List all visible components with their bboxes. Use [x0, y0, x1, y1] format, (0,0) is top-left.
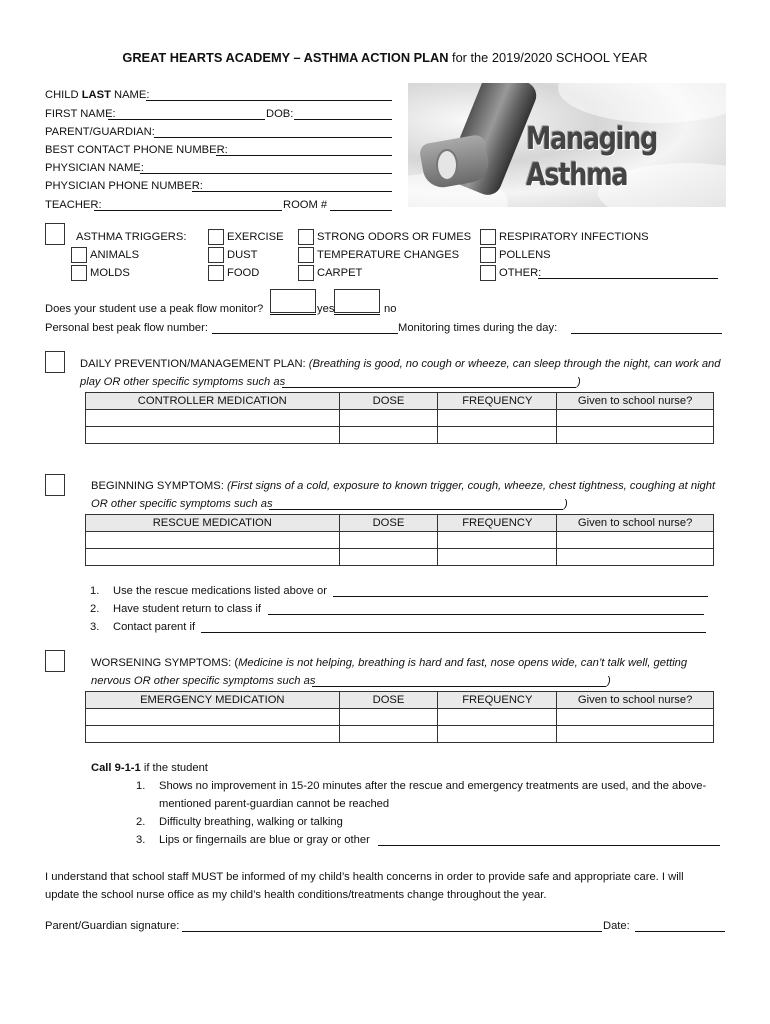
dust-checkbox[interactable]: [208, 247, 224, 263]
carpet-checkbox[interactable]: [298, 265, 314, 281]
form-title-rest: for the 2019/2020 SCHOOL YEAR: [448, 50, 648, 65]
physician-name-field[interactable]: [140, 173, 392, 174]
table-row: [86, 410, 714, 427]
beginning-symptoms-checkbox[interactable]: [45, 474, 65, 496]
pollens-checkbox[interactable]: [480, 247, 496, 263]
given-header: Given to school nurse?: [557, 692, 714, 709]
worsening-symptoms-checkbox[interactable]: [45, 650, 65, 672]
child-last-name-field[interactable]: [146, 100, 392, 101]
call-item-3-text: Lips or fingernails are blue or gray or other: [159, 834, 370, 846]
molds-checkbox[interactable]: [71, 265, 87, 281]
peak-flow-question: Does your student use a peak flow monitor?: [45, 303, 264, 315]
signature-field[interactable]: [182, 931, 602, 932]
worsening-close: ): [607, 675, 611, 687]
personal-best-label: Personal best peak flow number:: [45, 322, 208, 334]
food-checkbox[interactable]: [208, 265, 224, 281]
triggers-checkbox[interactable]: [45, 223, 65, 245]
call-item-3-number: 3.: [136, 834, 146, 846]
best-contact-field[interactable]: [216, 155, 392, 156]
table-row: [86, 549, 714, 566]
teacher-label: TEACHER:: [45, 199, 102, 211]
peak-flow-no-label: no: [384, 303, 397, 315]
dob-label: DOB:: [266, 108, 294, 120]
date-label: Date:: [603, 920, 630, 932]
given-header: Given to school nurse?: [557, 393, 714, 410]
table-row: [86, 532, 714, 549]
parent-guardian-label: PARENT/GUARDIAN:: [45, 126, 155, 138]
beginning-symptoms-heading: BEGINNING SYMPTOMS: (First signs of a cold, exposure to known trigger, cough, wheeze, chest tightness, coughing at night: [91, 480, 716, 492]
pollens-label: POLLENS: [499, 249, 551, 261]
peak-flow-yes-label: yes: [317, 303, 335, 315]
animals-label: ANIMALS: [90, 249, 140, 261]
best-contact-label: BEST CONTACT PHONE NUMBER:: [45, 144, 228, 156]
teacher-field[interactable]: [94, 210, 282, 211]
respiratory-infections-checkbox[interactable]: [480, 229, 496, 245]
frequency-header: FREQUENCY: [438, 393, 557, 410]
daily-plan-checkbox[interactable]: [45, 351, 65, 373]
other-trigger-field[interactable]: [538, 278, 718, 279]
dob-field[interactable]: [294, 119, 392, 120]
emergency-medication-header: EMERGENCY MEDICATION: [86, 692, 340, 709]
controller-medication-header: CONTROLLER MEDICATION: [86, 393, 340, 410]
step-1-number: 1.: [90, 585, 100, 597]
step-3-number: 3.: [90, 621, 100, 633]
given-header: Given to school nurse?: [557, 515, 714, 532]
daily-plan-heading: DAILY PREVENTION/MANAGEMENT PLAN: (Breathing is good, no cough or wheeze, can sleep through the night, can work and: [80, 358, 721, 370]
step-1-field[interactable]: [333, 596, 708, 597]
carpet-label: CARPET: [317, 267, 363, 279]
physician-phone-field[interactable]: [192, 191, 392, 192]
beginning-close: ): [564, 498, 568, 510]
step-2-number: 2.: [90, 603, 100, 615]
molds-label: MOLDS: [90, 267, 130, 279]
step-2-field[interactable]: [268, 614, 704, 615]
child-last-name-label: CHILD LAST NAME:: [45, 89, 150, 101]
strong-odors-label: STRONG ODORS OR FUMES: [317, 231, 472, 243]
physician-name-label: PHYSICIAN NAME:: [45, 162, 144, 174]
temperature-changes-checkbox[interactable]: [298, 247, 314, 263]
controller-medication-table: [85, 392, 714, 444]
call-item-2-number: 2.: [136, 816, 146, 828]
call-item-1-number: 1.: [136, 780, 146, 792]
beginning-other-field[interactable]: [269, 509, 563, 510]
room-label: ROOM #: [283, 199, 328, 211]
peak-flow-no-checkbox[interactable]: [334, 289, 380, 313]
step-1-text: Use the rescue medications listed above or: [113, 585, 327, 597]
food-label: FOOD: [227, 267, 260, 279]
room-field[interactable]: [330, 210, 392, 211]
dust-label: DUST: [227, 249, 258, 261]
table-header-row: [86, 393, 714, 410]
other-trigger-checkbox[interactable]: [480, 265, 496, 281]
call-item-2-text: Difficulty breathing, walking or talking: [159, 816, 343, 828]
temperature-changes-label: TEMPERATURE CHANGES: [317, 249, 460, 261]
form-title: [0, 51, 770, 65]
personal-best-field[interactable]: [212, 333, 398, 334]
signature-label: Parent/Guardian signature:: [45, 920, 180, 932]
form-title-bold: GREAT HEARTS ACADEMY – ASTHMA ACTION PLAN: [122, 50, 449, 65]
physician-phone-label: PHYSICIAN PHONE NUMBER:: [45, 180, 203, 192]
table-header-row: [86, 692, 714, 709]
first-name-label: FIRST NAME:: [45, 108, 116, 120]
step-3-text: Contact parent if: [113, 621, 196, 633]
call-item-1-text: Shows no improvement in 15-20 minutes after the rescue and emergency treatments are used, and the above-: [159, 780, 707, 792]
managing-asthma-image: [408, 83, 726, 207]
rescue-medication-table: [85, 514, 714, 566]
call-item-1-text-cont: mentioned parent-guardian cannot be reached: [159, 798, 390, 810]
other-trigger-label: OTHER:: [499, 267, 542, 279]
exercise-label: EXERCISE: [227, 231, 284, 243]
understand-line-2: update the school nurse office as my child’s health conditions/treatments change throughout the year.: [45, 889, 547, 901]
call-item-3-field[interactable]: [378, 845, 720, 846]
dose-header: DOSE: [339, 393, 438, 410]
monitoring-times-field[interactable]: [571, 333, 722, 334]
peak-flow-yes-checkbox[interactable]: [270, 289, 316, 313]
step-3-field[interactable]: [201, 632, 706, 633]
frequency-header: FREQUENCY: [438, 692, 557, 709]
animals-checkbox[interactable]: [71, 247, 87, 263]
first-name-field[interactable]: [108, 119, 265, 120]
monitoring-times-label: Monitoring times during the day:: [398, 322, 558, 334]
exercise-checkbox[interactable]: [208, 229, 224, 245]
dose-header: DOSE: [339, 692, 438, 709]
beginning-other-label: OR other specific symptoms such as: [91, 498, 273, 510]
table-row: [86, 427, 714, 444]
dose-header: DOSE: [339, 515, 438, 532]
peak-flow-no-line: [334, 314, 380, 315]
frequency-header: FREQUENCY: [438, 515, 557, 532]
worsening-symptoms-heading: WORSENING SYMPTOMS: (Medicine is not helping, breathing is hard and fast, nose opens wide, can’t talk well, getting: [91, 657, 688, 669]
date-field[interactable]: [635, 931, 725, 932]
managing-asthma-text: Managing Asthma: [526, 121, 658, 193]
step-2-text: Have student return to class if: [113, 603, 261, 615]
rescue-medication-header: RESCUE MEDICATION: [86, 515, 340, 532]
table-row: [86, 726, 714, 743]
call-911-heading: Call 9-1-1 if the student: [91, 762, 208, 774]
table-header-row: [86, 515, 714, 532]
worsening-other-label: nervous OR other specific symptoms such as: [91, 675, 316, 687]
daily-plan-other-field[interactable]: [282, 387, 576, 388]
strong-odors-checkbox[interactable]: [298, 229, 314, 245]
worsening-other-field[interactable]: [312, 686, 606, 687]
understand-line-1: I understand that school staff MUST be informed of my child’s health concerns in order to provide safe and appropriate care. I will: [45, 871, 684, 883]
daily-plan-close: ): [577, 376, 581, 388]
emergency-medication-table: [85, 691, 714, 743]
peak-flow-yes-line: [270, 314, 316, 315]
triggers-label: ASTHMA TRIGGERS:: [76, 231, 187, 243]
parent-guardian-field[interactable]: [154, 137, 392, 138]
daily-plan-other-label: play OR other specific symptoms such as: [80, 376, 286, 388]
respiratory-infections-label: RESPIRATORY INFECTIONS: [499, 231, 649, 243]
table-row: [86, 709, 714, 726]
